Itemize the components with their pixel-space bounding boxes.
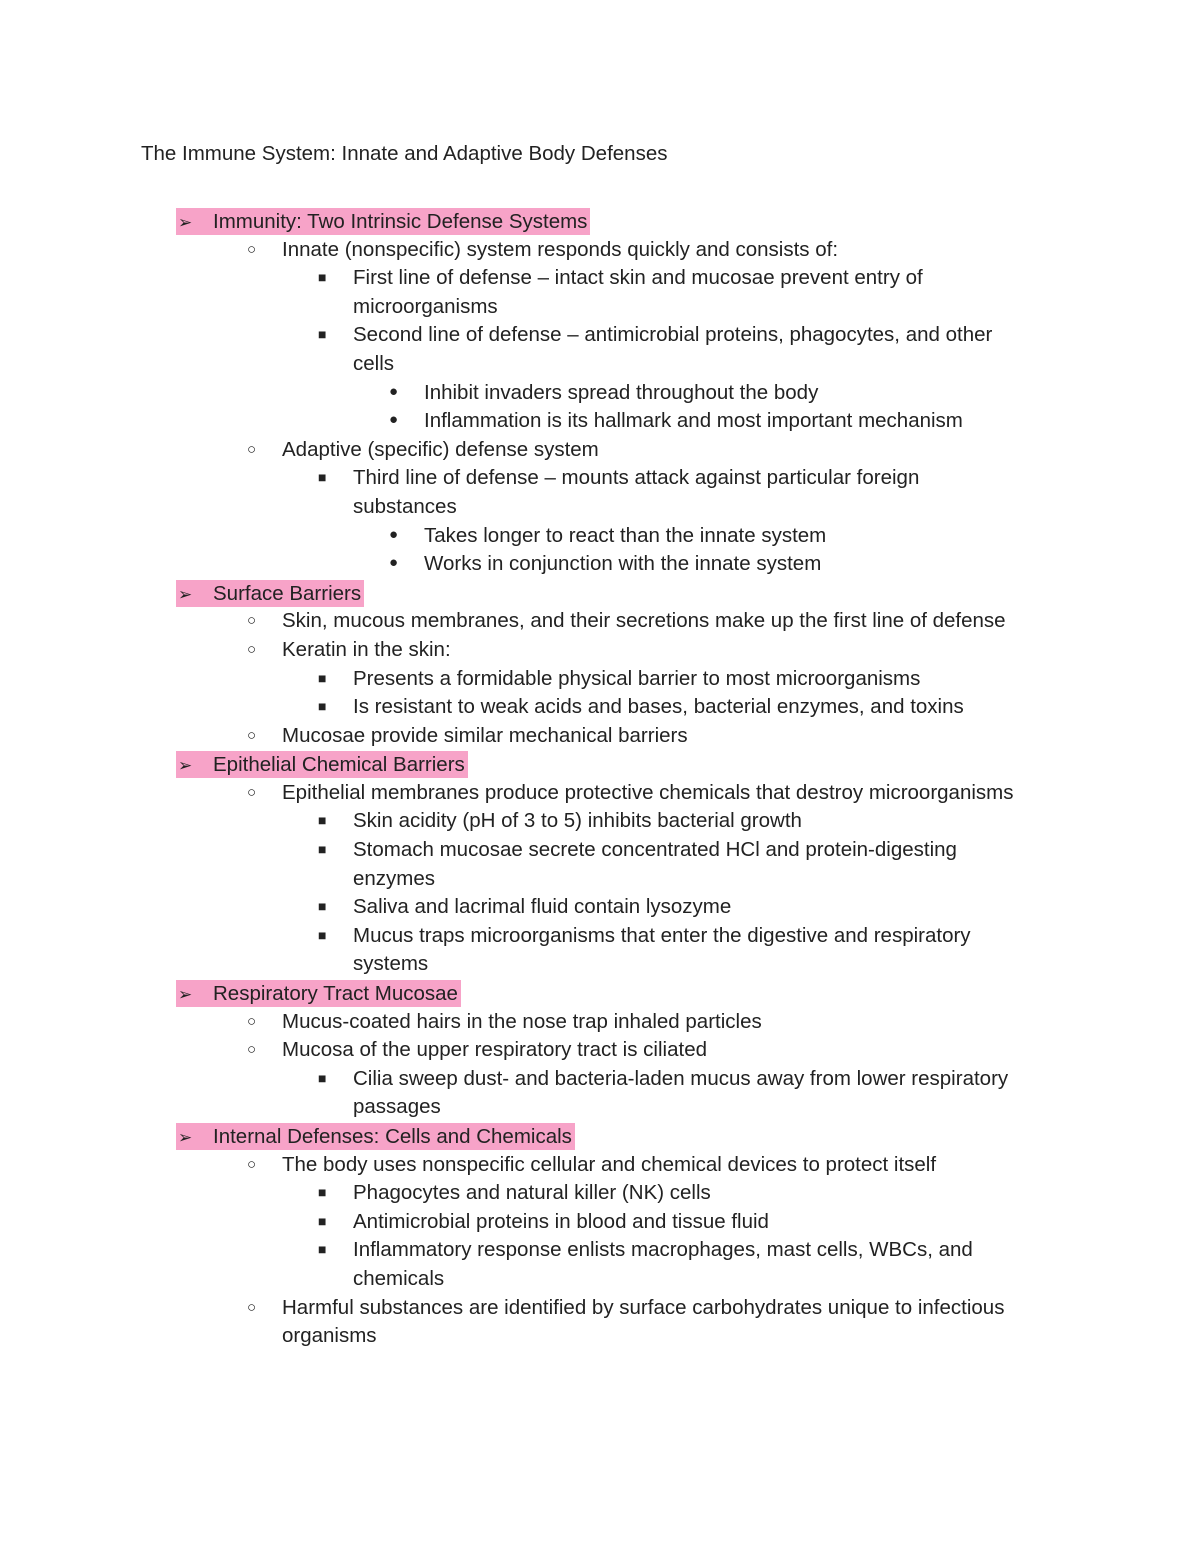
list-item xyxy=(0,493,1200,522)
hollow-circle-bullet-icon: ○ xyxy=(247,726,257,744)
list-item xyxy=(0,1065,1200,1094)
list-item xyxy=(0,807,1200,836)
section-heading xyxy=(0,207,1200,236)
list-item xyxy=(0,379,1200,408)
list-item xyxy=(0,1236,1200,1265)
list-item-text: Mucus traps microorganisms that enter the digestive and respiratory xyxy=(353,923,971,947)
list-item-text: Third line of defense – mounts attack against particular foreign xyxy=(353,466,920,490)
hollow-circle-bullet-icon: ○ xyxy=(247,1012,257,1030)
list-item-text: Presents a formidable physical barrier to most microorganisms xyxy=(353,666,921,690)
list-item xyxy=(0,865,1200,894)
list-item-text: Harmful substances are identified by surface carbohydrates unique to infectious xyxy=(282,1295,1005,1319)
square-bullet-icon: ■ xyxy=(318,269,327,286)
list-item-text: systems xyxy=(353,952,429,976)
section-heading-text: Epithelial Chemical Barriers xyxy=(213,753,465,777)
square-bullet-icon: ■ xyxy=(318,841,327,858)
square-bullet-icon: ■ xyxy=(318,469,327,486)
list-item xyxy=(0,922,1200,951)
list-item xyxy=(0,779,1200,808)
square-bullet-icon: ■ xyxy=(318,326,327,343)
filled-circle-bullet-icon: ● xyxy=(389,411,399,429)
highlighted-heading xyxy=(176,980,461,1007)
list-item xyxy=(0,293,1200,322)
list-item xyxy=(0,550,1200,579)
list-item-text: microorganisms xyxy=(353,294,498,318)
arrow-bullet-icon: ➢ xyxy=(178,985,193,1005)
list-item-text: Works in conjunction with the innate system xyxy=(424,552,822,576)
list-item xyxy=(0,665,1200,694)
arrow-bullet-icon: ➢ xyxy=(178,584,193,604)
list-item-text: Is resistant to weak acids and bases, bacterial enzymes, and toxins xyxy=(353,695,964,719)
hollow-circle-bullet-icon: ○ xyxy=(247,1298,257,1316)
section-heading-text: Surface Barriers xyxy=(213,581,362,605)
highlighted-heading xyxy=(176,751,468,778)
list-item-text: Skin, mucous membranes, and their secretions make up the first line of defense xyxy=(282,609,1006,633)
square-bullet-icon: ■ xyxy=(318,698,327,715)
section-heading-text: Immunity: Two Intrinsic Defense Systems xyxy=(213,210,588,233)
list-item xyxy=(0,693,1200,722)
highlighted-heading xyxy=(176,1123,575,1150)
list-item xyxy=(0,1294,1200,1323)
section-heading xyxy=(0,1122,1200,1151)
list-item xyxy=(0,636,1200,665)
list-item-text: The body uses nonspecific cellular and chemical devices to protect itself xyxy=(282,1152,937,1176)
list-item-text: cells xyxy=(353,351,395,375)
list-item-text: Inflammatory response enlists macrophages, mast cells, WBCs, and xyxy=(353,1238,973,1262)
list-item xyxy=(0,1265,1200,1294)
list-item-text: substances xyxy=(353,494,457,518)
section-heading xyxy=(0,579,1200,608)
list-item xyxy=(0,1093,1200,1122)
filled-circle-bullet-icon: ● xyxy=(389,525,399,543)
arrow-bullet-icon: ➢ xyxy=(178,756,193,776)
list-item-text: organisms xyxy=(282,1324,377,1348)
document-title: The Immune System: Innate and Adaptive Body Defenses xyxy=(141,142,668,165)
list-item-text: Inhibit invaders spread throughout the body xyxy=(424,380,819,404)
list-item xyxy=(0,464,1200,493)
list-item xyxy=(0,1008,1200,1037)
square-bullet-icon: ■ xyxy=(318,1241,327,1258)
list-item xyxy=(0,722,1200,751)
square-bullet-icon: ■ xyxy=(318,669,327,686)
list-item xyxy=(0,1208,1200,1237)
list-item-text: First line of defense – intact skin and mucosae prevent entry of xyxy=(353,266,923,290)
list-item-text: Mucosae provide similar mechanical barriers xyxy=(282,723,688,747)
outline-list xyxy=(0,207,1200,1351)
list-item xyxy=(0,1179,1200,1208)
list-item xyxy=(0,321,1200,350)
filled-circle-bullet-icon: ● xyxy=(389,554,399,572)
section-heading-text: Respiratory Tract Mucosae xyxy=(213,982,458,1006)
list-item-text: Innate (nonspecific) system responds quickly and consists of: xyxy=(282,237,839,261)
list-item xyxy=(0,522,1200,551)
hollow-circle-bullet-icon: ○ xyxy=(247,1155,257,1173)
list-item-text: Adaptive (specific) defense system xyxy=(282,437,599,461)
list-item-text: Antimicrobial proteins in blood and tissue fluid xyxy=(353,1209,769,1233)
list-item-text: Inflammation is its hallmark and most important mechanism xyxy=(424,409,963,433)
list-item xyxy=(0,836,1200,865)
highlighted-heading xyxy=(176,580,364,607)
section-heading-text: Internal Defenses: Cells and Chemicals xyxy=(213,1125,572,1148)
list-item xyxy=(0,350,1200,379)
square-bullet-icon: ■ xyxy=(318,1212,327,1229)
list-item xyxy=(0,407,1200,436)
list-item xyxy=(0,1151,1200,1180)
list-item xyxy=(0,1036,1200,1065)
square-bullet-icon: ■ xyxy=(318,1184,327,1201)
list-item xyxy=(0,950,1200,979)
list-item-text: Mucosa of the upper respiratory tract is ciliated xyxy=(282,1038,707,1062)
arrow-bullet-icon: ➢ xyxy=(178,1128,193,1147)
square-bullet-icon: ■ xyxy=(318,926,327,943)
square-bullet-icon: ■ xyxy=(318,898,327,915)
list-item-text: Phagocytes and natural killer (NK) cells xyxy=(353,1181,711,1205)
list-item-text: Second line of defense – antimicrobial proteins, phagocytes, and other xyxy=(353,323,993,347)
filled-circle-bullet-icon: ● xyxy=(389,382,399,400)
arrow-bullet-icon: ➢ xyxy=(178,213,193,232)
section-heading xyxy=(0,979,1200,1008)
list-item-text: Cilia sweep dust- and bacteria-laden mucus away from lower respiratory xyxy=(353,1066,1009,1090)
square-bullet-icon: ■ xyxy=(318,1069,327,1086)
highlighted-heading xyxy=(176,208,590,235)
list-item-text: Mucus-coated hairs in the nose trap inhaled particles xyxy=(282,1009,762,1033)
section-heading xyxy=(0,750,1200,779)
list-item-text: Stomach mucosae secrete concentrated HCl and protein-digesting xyxy=(353,838,957,862)
list-item xyxy=(0,893,1200,922)
hollow-circle-bullet-icon: ○ xyxy=(247,440,257,458)
hollow-circle-bullet-icon: ○ xyxy=(247,1041,257,1059)
list-item xyxy=(0,607,1200,636)
list-item-text: Skin acidity (pH of 3 to 5) inhibits bacterial growth xyxy=(353,809,802,833)
hollow-circle-bullet-icon: ○ xyxy=(247,783,257,801)
square-bullet-icon: ■ xyxy=(318,812,327,829)
list-item-text: Saliva and lacrimal fluid contain lysozyme xyxy=(353,895,732,919)
list-item-text: chemicals xyxy=(353,1266,445,1290)
list-item xyxy=(0,236,1200,265)
list-item-text: enzymes xyxy=(353,866,436,890)
list-item xyxy=(0,264,1200,293)
list-item-text: passages xyxy=(353,1095,441,1119)
hollow-circle-bullet-icon: ○ xyxy=(247,612,257,630)
list-item xyxy=(0,1322,1200,1351)
list-item-text: Keratin in the skin: xyxy=(282,637,451,661)
list-item-text: Takes longer to react than the innate system xyxy=(424,523,827,547)
hollow-circle-bullet-icon: ○ xyxy=(247,640,257,658)
list-item xyxy=(0,436,1200,465)
hollow-circle-bullet-icon: ○ xyxy=(247,240,257,258)
list-item-text: Epithelial membranes produce protective chemicals that destroy microorganisms xyxy=(282,780,1014,804)
